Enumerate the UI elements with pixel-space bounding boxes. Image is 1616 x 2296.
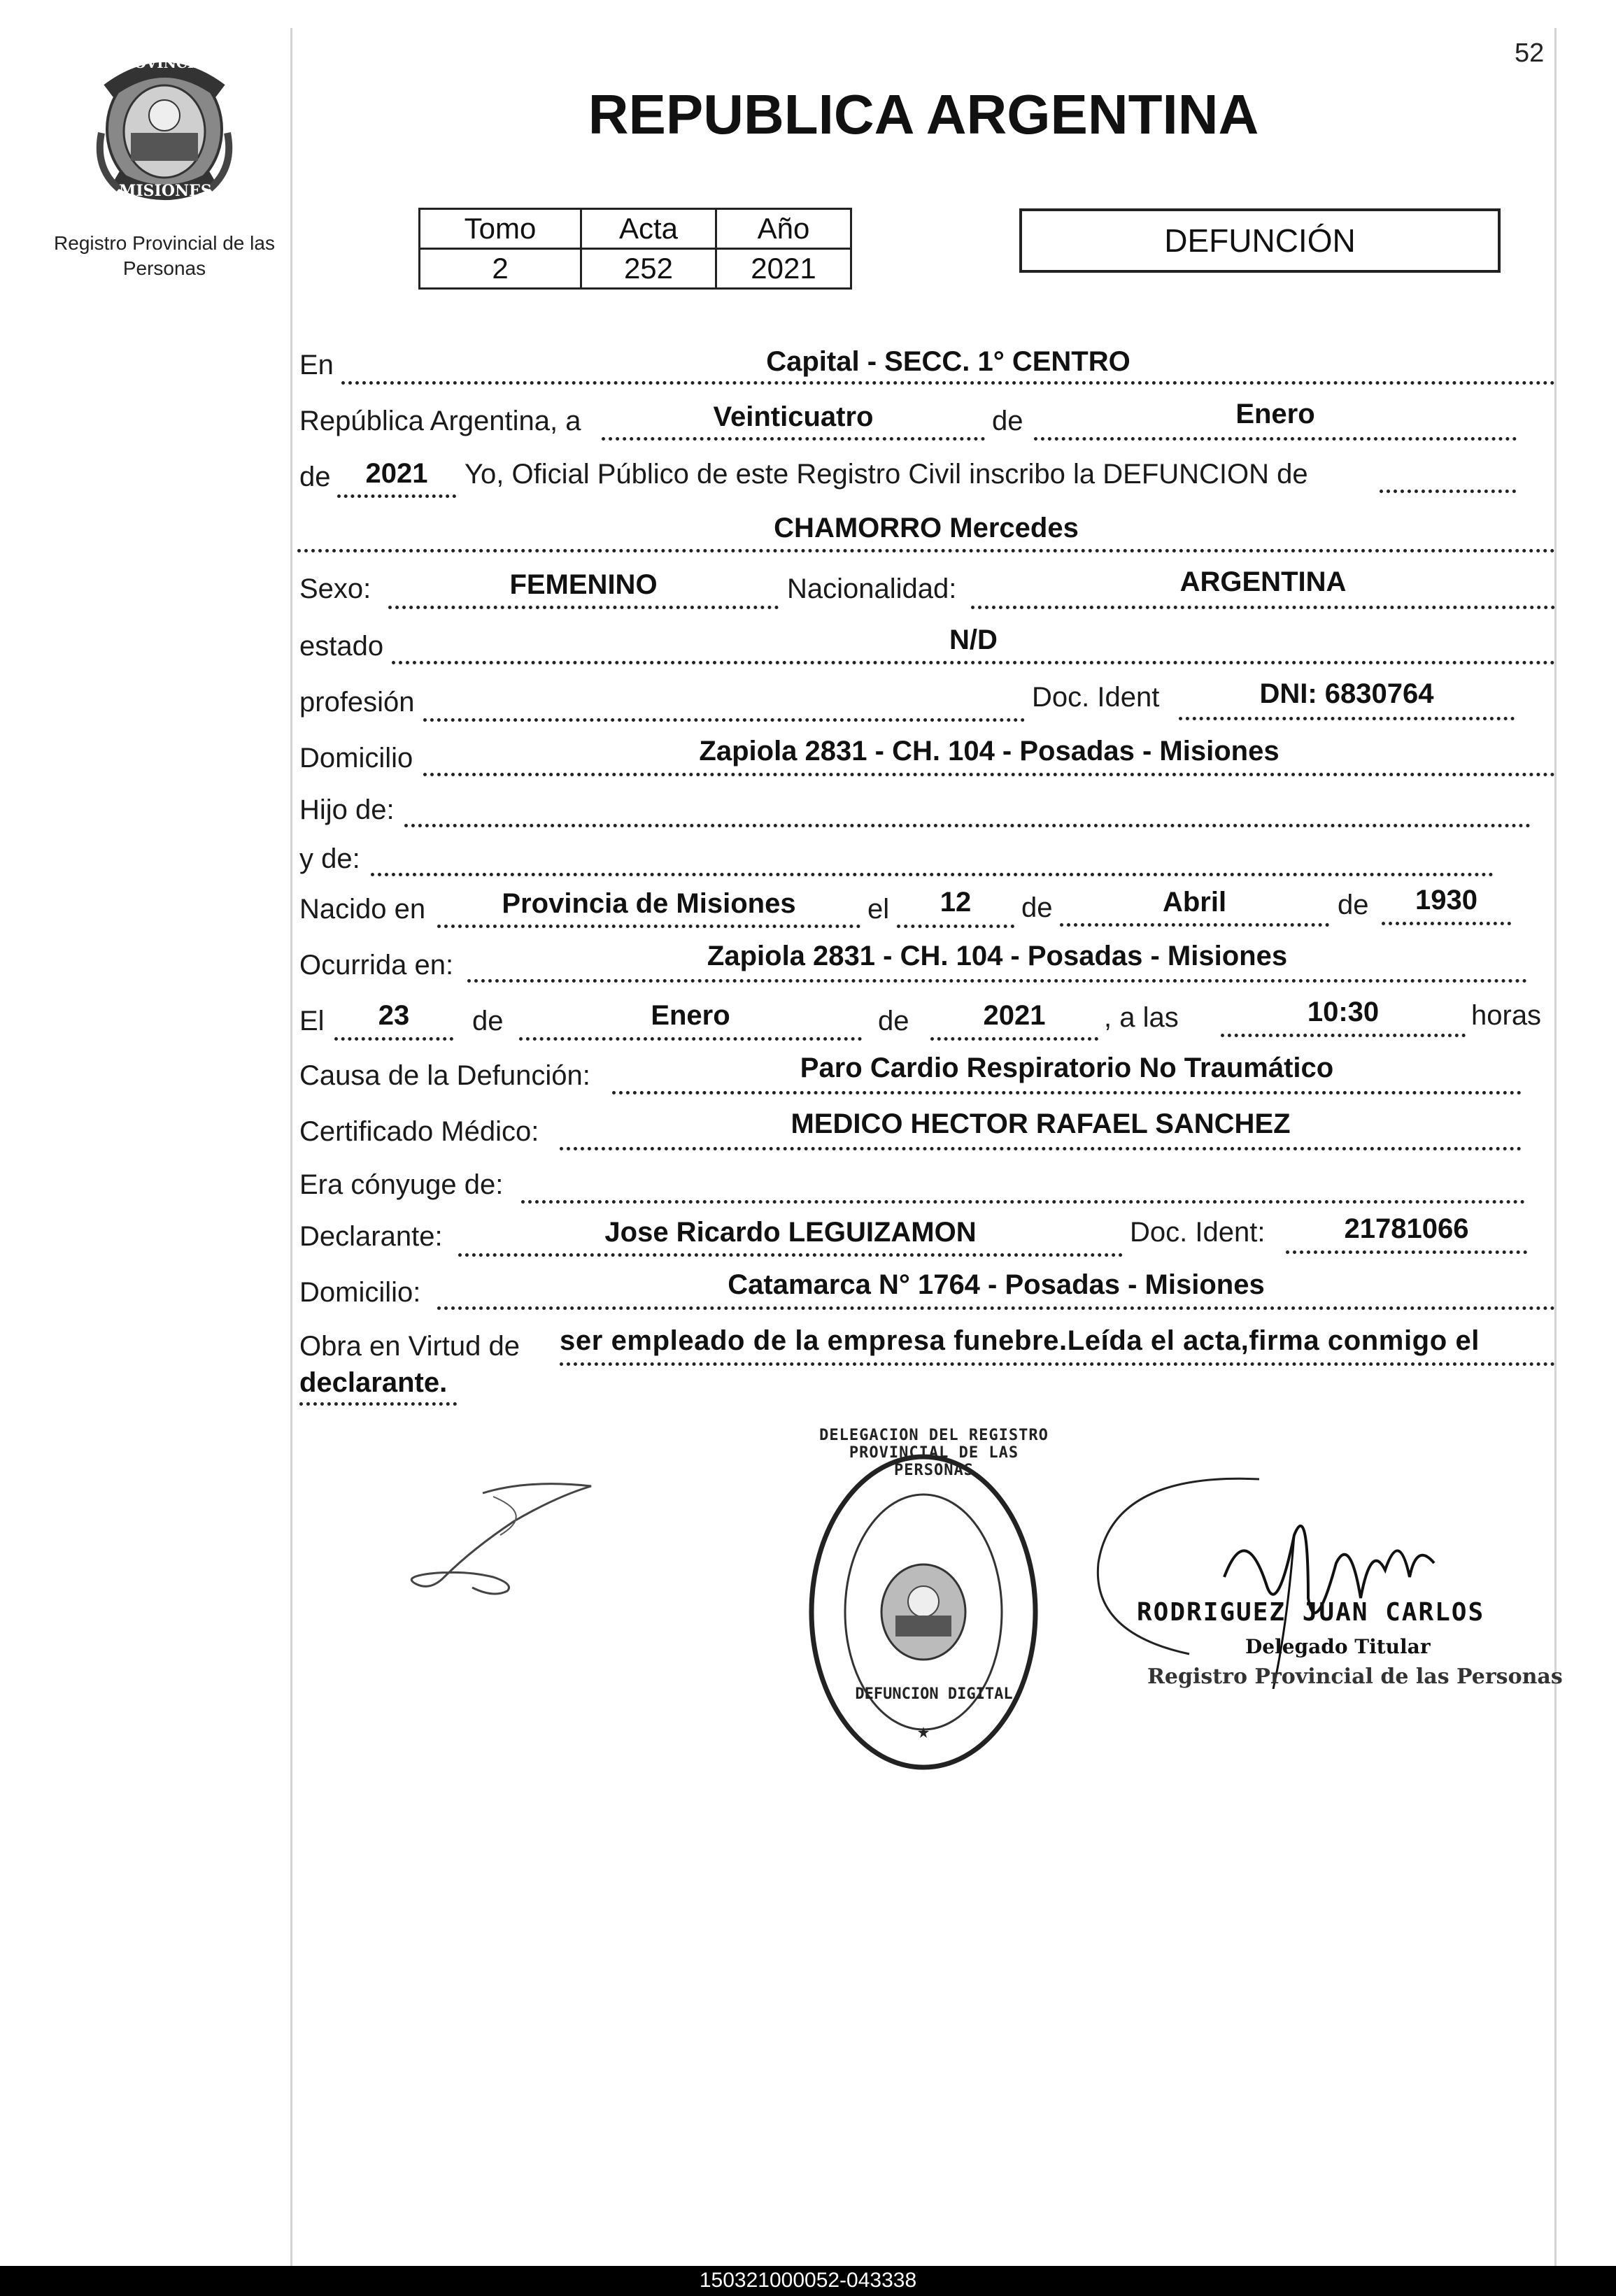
- line-declarante-domicilio: [437, 1306, 1555, 1310]
- signer-name: RODRIGUEZ JUAN CARLOS: [1137, 1598, 1485, 1627]
- label-nacionalidad: Nacionalidad:: [787, 573, 957, 604]
- label-estado: estado: [299, 631, 384, 662]
- line-conyuge: [521, 1200, 1525, 1204]
- value-estado: N/D: [949, 625, 998, 655]
- line-certificado: [560, 1147, 1522, 1150]
- line-yo-oficial: [1380, 490, 1516, 493]
- label-causa: Causa de la Defunción:: [299, 1060, 590, 1091]
- value-obra-line2: declarante.: [299, 1367, 448, 1398]
- label-de-4: de: [1338, 890, 1369, 920]
- label-de-3: de: [1021, 892, 1053, 923]
- acta-header: Acta: [581, 209, 716, 249]
- footer-bar: [0, 2266, 1616, 2296]
- acta-value: 252: [581, 249, 716, 289]
- label-ocurrida-en: Ocurrida en:: [299, 950, 454, 981]
- value-sexo: FEMENINO: [509, 569, 658, 600]
- label-a-las: , a las: [1104, 1002, 1179, 1033]
- page-number: 52: [1515, 38, 1545, 68]
- value-obra-line1: ser empleado de la empresa funebre.Leída el acta,firma conmigo el: [560, 1325, 1480, 1356]
- line-ocurrida-en: [467, 979, 1527, 983]
- line-def-anio: [930, 1037, 1098, 1041]
- value-domicilio: Zapiola 2831 - CH. 104 - Posadas - Misiones: [699, 736, 1280, 766]
- value-def-anio: 2021: [983, 1000, 1046, 1031]
- line-lugar: [341, 381, 1555, 385]
- value-declarante: Jose Ricardo LEGUIZAMON: [604, 1217, 977, 1248]
- line-obra-2: [299, 1402, 457, 1406]
- record-table: [418, 208, 852, 290]
- value-nac-mes: Abril: [1162, 887, 1227, 918]
- label-en: En: [299, 350, 334, 380]
- line-nac-mes: [1060, 923, 1329, 927]
- label-domicilio: Domicilio: [299, 743, 413, 773]
- declarant-signature: [388, 1472, 612, 1598]
- line-obra-1: [560, 1362, 1555, 1366]
- line-profesion: [423, 718, 1025, 722]
- value-nac-dia: 12: [940, 887, 972, 918]
- record-type: DEFUNCIÓN: [1019, 208, 1501, 273]
- value-nacionalidad: ARGENTINA: [1179, 566, 1347, 597]
- value-nacido-en: Provincia de Misiones: [502, 888, 796, 919]
- value-lugar: Capital - SECC. 1° CENTRO: [766, 346, 1131, 377]
- line-declarante: [458, 1253, 1123, 1257]
- line-mes: [1034, 437, 1517, 441]
- left-margin-line: [290, 28, 292, 2268]
- label-doc-ident-2: Doc. Ident:: [1130, 1217, 1266, 1248]
- label-domicilio-2: Domicilio:: [299, 1277, 421, 1308]
- tomo-header: Tomo: [420, 209, 581, 249]
- signer-office: Registro Provincial de las Personas: [1147, 1664, 1563, 1689]
- value-documento: DNI: 6830764: [1259, 678, 1434, 709]
- anio-header: Año: [716, 209, 851, 249]
- logo-text-top: PROVINCIA DE: [112, 55, 233, 71]
- value-mes: Enero: [1235, 399, 1315, 429]
- value-fallecido: CHAMORRO Mercedes: [774, 513, 1079, 543]
- label-yo-oficial: Yo, Oficial Público de este Registro Civil inscribo la DEFUNCION de: [465, 459, 1308, 490]
- label-de-2: de: [299, 462, 331, 492]
- value-anio: 2021: [365, 458, 428, 489]
- official-seal: [805, 1451, 1042, 1773]
- value-certificado: MEDICO HECTOR RAFAEL SANCHEZ: [791, 1108, 1291, 1139]
- value-causa: Paro Cardio Respiratorio No Traumático: [800, 1053, 1334, 1083]
- label-el: el: [867, 894, 890, 925]
- line-sexo: [388, 606, 779, 609]
- country-title: REPUBLICA ARGENTINA: [588, 83, 1259, 145]
- label-declarante: Declarante:: [299, 1221, 443, 1252]
- seal-ring-text: DELEGACION DEL REGISTRO PROVINCIAL DE LAS PERSONAS: [819, 1427, 1049, 1479]
- line-hijo-de: [404, 824, 1531, 827]
- label-certificado: Certificado Médico:: [299, 1116, 539, 1147]
- label-obra-en-virtud: Obra en Virtud de: [299, 1331, 520, 1362]
- label-de-5: de: [472, 1006, 504, 1036]
- signer-role: Delegado Titular: [1245, 1635, 1431, 1658]
- line-y-de: [371, 873, 1494, 876]
- line-anio: [337, 494, 456, 498]
- line-fallecido: [297, 549, 1555, 552]
- label-doc-ident: Doc. Ident: [1032, 682, 1160, 713]
- value-declarante-domicilio: Catamarca N° 1764 - Posadas - Misiones: [728, 1269, 1265, 1300]
- label-el-upper: El: [299, 1006, 325, 1036]
- label-sexo: Sexo:: [299, 573, 371, 604]
- line-domicilio: [423, 773, 1555, 776]
- line-causa: [612, 1091, 1522, 1094]
- label-profesion: profesión: [299, 687, 415, 718]
- label-y-de: y de:: [299, 843, 360, 874]
- value-declarante-doc: 21781066: [1344, 1213, 1469, 1244]
- value-hora: 10:30: [1307, 997, 1380, 1027]
- value-ocurrida-en: Zapiola 2831 - CH. 104 - Posadas - Misiones: [707, 941, 1288, 971]
- seal-inner-text: DEFUNCION DIGITAL: [855, 1685, 1013, 1703]
- logo-text-bottom: MISIONES: [119, 182, 212, 200]
- footer-code: 150321000052-043338: [699, 2269, 917, 2292]
- line-def-dia: [334, 1037, 453, 1041]
- anio-value: 2021: [716, 249, 851, 289]
- line-documento: [1179, 717, 1515, 720]
- line-hora: [1221, 1034, 1466, 1037]
- label-horas: horas: [1471, 1000, 1542, 1031]
- value-nac-anio: 1930: [1415, 885, 1477, 915]
- line-nac-dia: [897, 925, 1014, 928]
- line-nacido-en: [437, 925, 860, 928]
- line-nac-anio: [1382, 922, 1511, 925]
- label-nacido-en: Nacido en: [299, 894, 426, 925]
- label-republica: República Argentina, a: [299, 406, 581, 436]
- value-dia-letras: Veinticuatro: [713, 401, 874, 432]
- line-declarante-doc: [1286, 1250, 1527, 1254]
- label-conyuge: Era cónyuge de:: [299, 1169, 504, 1200]
- line-estado: [392, 661, 1555, 664]
- label-de-6: de: [878, 1006, 909, 1036]
- value-def-dia: 23: [378, 1000, 410, 1031]
- label-hijo-de: Hijo de:: [299, 794, 395, 825]
- issuer-name: Registro Provincial de las Personas: [54, 232, 275, 279]
- value-def-mes: Enero: [651, 1000, 730, 1031]
- tomo-value: 2: [420, 249, 581, 289]
- label-de-1: de: [992, 406, 1023, 436]
- line-def-mes: [519, 1037, 862, 1041]
- line-dia: [602, 437, 985, 441]
- line-nacionalidad: [971, 606, 1555, 609]
